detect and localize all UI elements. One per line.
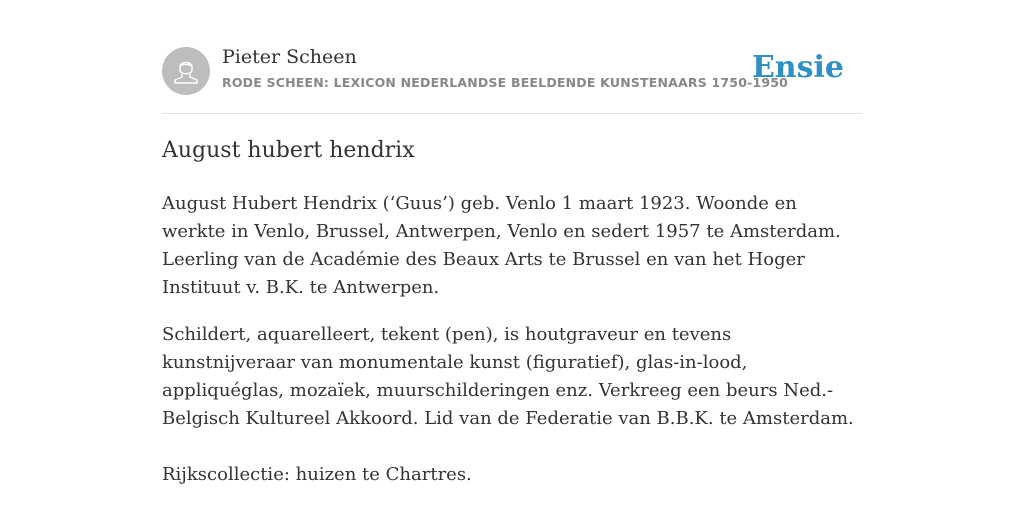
- author-avatar[interactable]: [162, 47, 210, 95]
- author-name[interactable]: Pieter Scheen: [222, 46, 357, 68]
- user-icon: [162, 47, 210, 95]
- article-paragraph: Rijkscollectie: huizen te Chartres.: [162, 464, 472, 485]
- article-title: August hubert hendrix: [162, 138, 415, 163]
- article-body: [162, 190, 862, 489]
- source-name[interactable]: RODE SCHEEN: LEXICON NEDERLANDSE BEELDENDE KUNSTENAARS 1750-1950: [222, 75, 789, 90]
- article-header: [162, 46, 862, 96]
- article-paragraph: August Hubert Hendrix (‘Guus’) geb. Venlo 1 maart 1923. Woonde en werkte in Venlo, Brussel, Antwerpen, Venlo en sedert 1957 te Amsterdam. Leerling van de Académie des Beaux Arts te Brussel en van het Hoger Instituut v. B.K. te Antwerpen.: [162, 193, 841, 298]
- header-divider: [162, 113, 862, 114]
- ensie-logo-link[interactable]: Ensie: [751, 50, 844, 85]
- article-paragraph: Schildert, aquarelleert, tekent (pen), is houtgraveur en tevens kunstnijveraar van monumentale kunst (figuratief), glas-in-lood, appliquéglas, mozaïek, muurschilderingen enz. Verkreeg een beurs Ned.-Belgisch Kultureel Akkoord. Lid van de Federatie van B.B.K. te Amsterdam.: [162, 324, 854, 429]
